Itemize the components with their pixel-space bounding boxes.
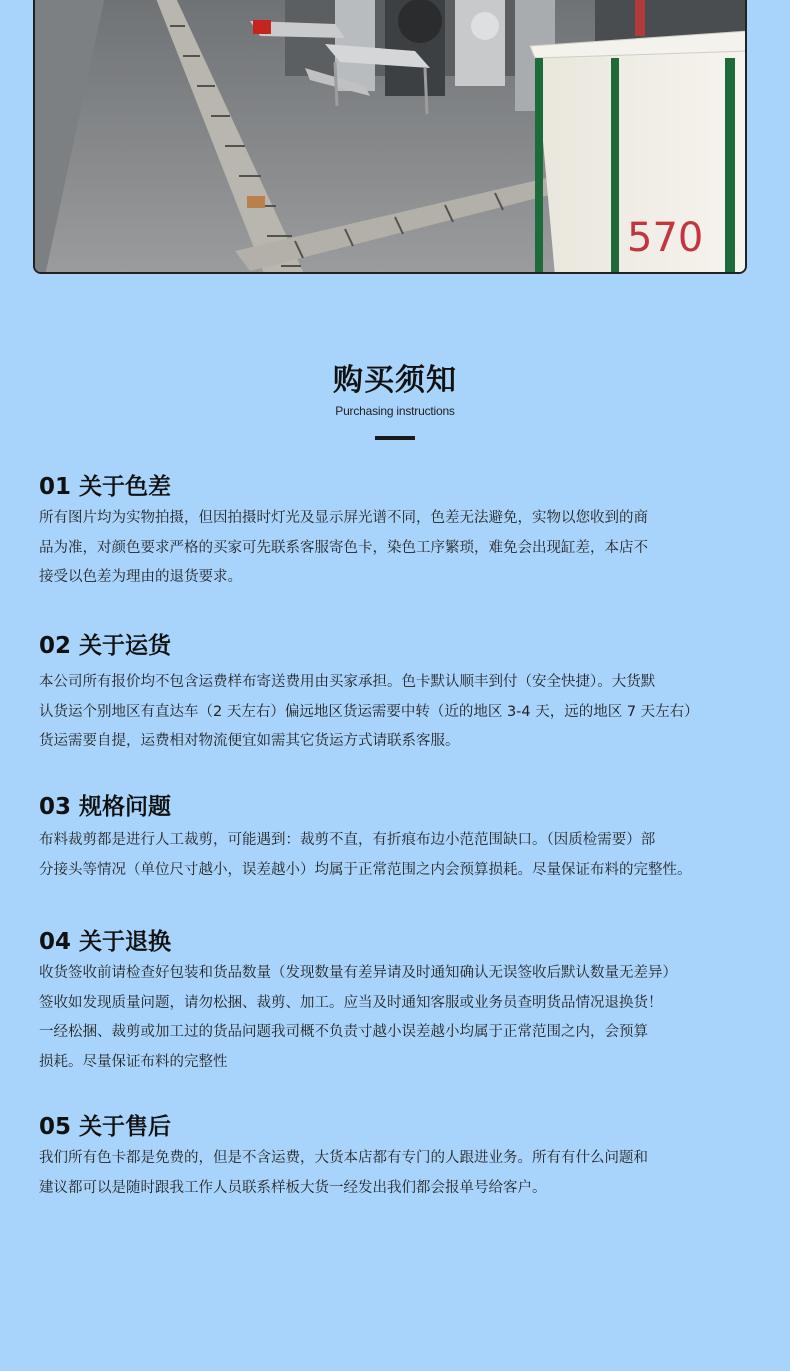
section-specifications [39,792,759,885]
factory-photo [33,0,747,274]
section-title: 02 关于运货 [39,633,172,659]
title-divider [375,436,415,440]
body-line: 收货签收前请检查好包装和货品数量（发现数量有差异请及时通知确认无误签收后默认数量无差异） [39,965,677,981]
body-line: 布料裁剪都是进行人工裁剪，可能遇到：裁剪不直，有折痕布边小范范围缺口。（因质检需要）部 [39,832,656,848]
section-shipping [39,631,759,757]
body-line: 本公司所有报价均不包含运费样布寄送费用由买家承担。色卡默认顺丰到付（安全快捷）。大货默 [39,674,656,690]
body-line: 分接头等情况（单位尺寸越小，误差越小）均属于正常范围之内会预算损耗。尽量保证布料的完整性。 [39,861,692,878]
tank-marking: 570 [627,215,704,261]
section-body [39,1144,759,1203]
body-line: 品为准，对颜色要求严格的买家可先联系客服寄色卡，染色工序繁琐，难免会出现缸差，本店不 [39,539,648,556]
body-line: 接受以色差为理由的退货要求。 [39,569,242,585]
instructions-heading [0,362,790,440]
page-subtitle: Purchasing instructions [335,404,455,418]
section-body [39,826,759,885]
body-line: 我们所有色卡都是免费的，但是不含运费，大货本店都有专门的人跟进业务。所有有什么问题和 [39,1150,648,1166]
section-body [39,668,759,757]
page-title: 购买须知 [333,363,457,398]
body-line: 所有图片均为实物拍摄，但因拍摄时灯光及显示屏光谱不同，色差无法避免，实物以您收到的商 [39,510,648,526]
body-line: 损耗。尽量保证布料的完整性 [39,1053,228,1070]
body-line: 签收如发现质量问题，请勿松捆、裁剪、加工。应当及时通知客服或业务员查明货品情况退换货！ [39,994,663,1011]
section-title: 04 关于退换 [39,929,172,955]
section-color-difference [39,472,759,593]
section-returns [39,927,759,1077]
body-line: 认货运个别地区有直达车（2 天左右）偏远地区货运需要中转（近的地区 3-4 天，远的地区 7 天左右） [39,703,699,720]
section-body [39,959,759,1077]
section-title: 05 关于售后 [39,1114,172,1140]
factory-floor-illustration [35,0,747,274]
section-body [39,504,759,593]
body-line: 建议都可以是随时跟我工作人员联系样板大货一经发出我们都会报单号给客户。 [39,1179,547,1196]
section-title: 03 规格问题 [39,794,172,820]
section-title: 01 关于色差 [39,474,172,500]
section-after-sales [39,1112,759,1203]
body-line: 一经松捆、裁剪或加工过的货品问题我司概不负责寸越小误差越小均属于正常范围之内，会预算 [39,1024,648,1040]
body-line: 货运需要自提，运费相对物流便宜如需其它货运方式请联系客服。 [39,733,460,749]
